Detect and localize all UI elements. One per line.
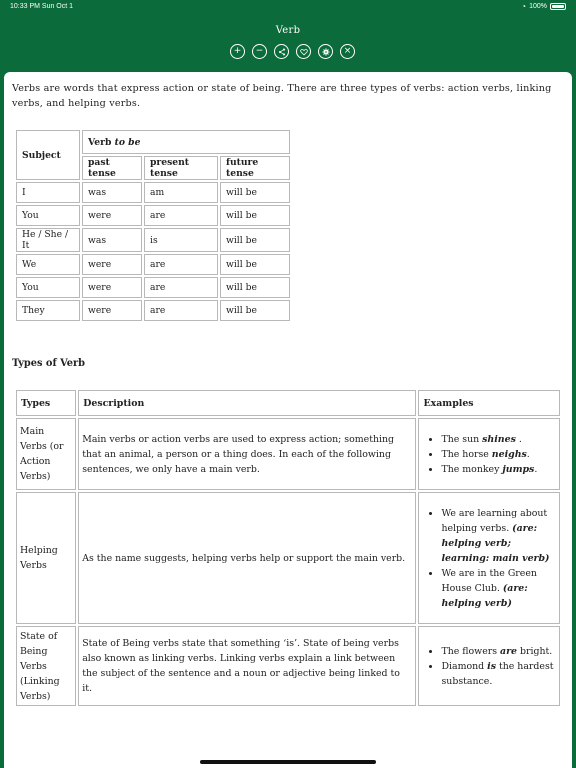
table-row — [16, 626, 560, 706]
list-item: • Diamond is the hardest substance. — [441, 659, 557, 689]
verb-header: Verb to be — [82, 130, 290, 154]
examples-cell — [418, 418, 560, 490]
heart-icon — [300, 48, 308, 56]
plus-icon: + — [233, 46, 242, 56]
table-cell: were — [82, 300, 142, 321]
table-cell: They — [16, 300, 80, 321]
gear-icon — [322, 48, 330, 56]
list-item: • We are in the Green House Club. (are: helping verb) — [441, 566, 557, 611]
list-item: • The sun shines . — [441, 432, 557, 447]
status-bar — [0, 0, 576, 14]
table-cell: will be — [220, 205, 290, 226]
table-row — [16, 492, 560, 624]
description-cell: Main verbs or action verbs are used to express action; something that an animal, a person or a thing does. In each of the following sentences, we only have a main verb. — [78, 418, 416, 490]
favorite-button[interactable] — [296, 44, 311, 59]
table-cell: will be — [220, 182, 290, 203]
type-cell: State of Being Verbs (Linking Verbs) — [16, 626, 76, 706]
column-header: present tense — [144, 156, 218, 180]
column-header: Examples — [418, 390, 560, 416]
column-header: past tense — [82, 156, 142, 180]
table-cell: is — [144, 228, 218, 252]
list-item: • The monkey jumps. — [441, 462, 557, 477]
table-row — [16, 254, 290, 275]
type-cell: Helping Verbs — [16, 492, 76, 624]
table-cell: am — [144, 182, 218, 203]
table-cell: I — [16, 182, 80, 203]
table-cell: were — [82, 254, 142, 275]
table-row — [16, 418, 560, 490]
share-icon — [278, 48, 286, 56]
close-button[interactable] — [340, 44, 355, 59]
settings-button[interactable] — [318, 44, 333, 59]
status-right — [521, 2, 566, 11]
description-cell: State of Being verbs state that something ‘is’. State of being verbs also known as linking verbs. Linking verbs explain a link between the subject of the sentence and a noun or adjective being linked to it. — [78, 626, 416, 706]
table-cell: are — [144, 300, 218, 321]
list-item: • We are learning about helping verbs. (are: helping verb; learning: main verb) — [441, 506, 557, 566]
battery-icon — [550, 3, 566, 10]
table-cell: will be — [220, 228, 290, 252]
table-cell: are — [144, 205, 218, 226]
wifi-icon: ◔ — [521, 2, 527, 11]
home-indicator[interactable] — [200, 760, 376, 764]
type-cell: Main Verbs (or Action Verbs) — [16, 418, 76, 490]
types-table — [14, 388, 562, 708]
table-row — [16, 182, 290, 203]
table-cell: are — [144, 254, 218, 275]
zoom-out-button[interactable] — [252, 44, 267, 59]
column-header: Types — [16, 390, 76, 416]
minus-icon: − — [255, 46, 264, 56]
examples-cell — [418, 492, 560, 624]
description-cell: As the name suggests, helping verbs help or support the main verb. — [78, 492, 416, 624]
table-cell: will be — [220, 300, 290, 321]
page-title: Verb — [275, 25, 301, 36]
intro-text: Verbs are words that express action or state of being. There are three types of verbs: action verbs, linking verbs, and helping verbs. — [12, 83, 552, 109]
table-cell: are — [144, 277, 218, 298]
section-title: Types of Verb — [12, 358, 86, 369]
column-header: Description — [78, 390, 416, 416]
share-button[interactable] — [274, 44, 289, 59]
column-header: future tense — [220, 156, 290, 180]
zoom-in-button[interactable] — [230, 44, 245, 59]
to-be-table — [14, 128, 292, 323]
table-cell: was — [82, 182, 142, 203]
toolbar — [230, 44, 355, 59]
table-cell: will be — [220, 277, 290, 298]
table-cell: You — [16, 205, 80, 226]
table-cell: We — [16, 254, 80, 275]
status-time: 10:33 PM Sun Oct 1 — [10, 3, 74, 10]
table-cell: He / She / It — [16, 228, 80, 252]
examples-cell — [418, 626, 560, 706]
table-cell: were — [82, 205, 142, 226]
battery-percent: 100% — [529, 3, 547, 10]
table-cell: was — [82, 228, 142, 252]
list-item: • The flowers are bright. — [441, 644, 557, 659]
content-panel — [4, 72, 572, 768]
table-row — [16, 205, 290, 226]
subject-header: Subject — [16, 130, 80, 180]
close-icon: × — [343, 46, 352, 56]
table-cell: were — [82, 277, 142, 298]
table-row — [16, 277, 290, 298]
table-cell: You — [16, 277, 80, 298]
list-item: • The horse neighs. — [441, 447, 557, 462]
table-cell: will be — [220, 254, 290, 275]
table-row — [16, 228, 290, 252]
table-row — [16, 300, 290, 321]
